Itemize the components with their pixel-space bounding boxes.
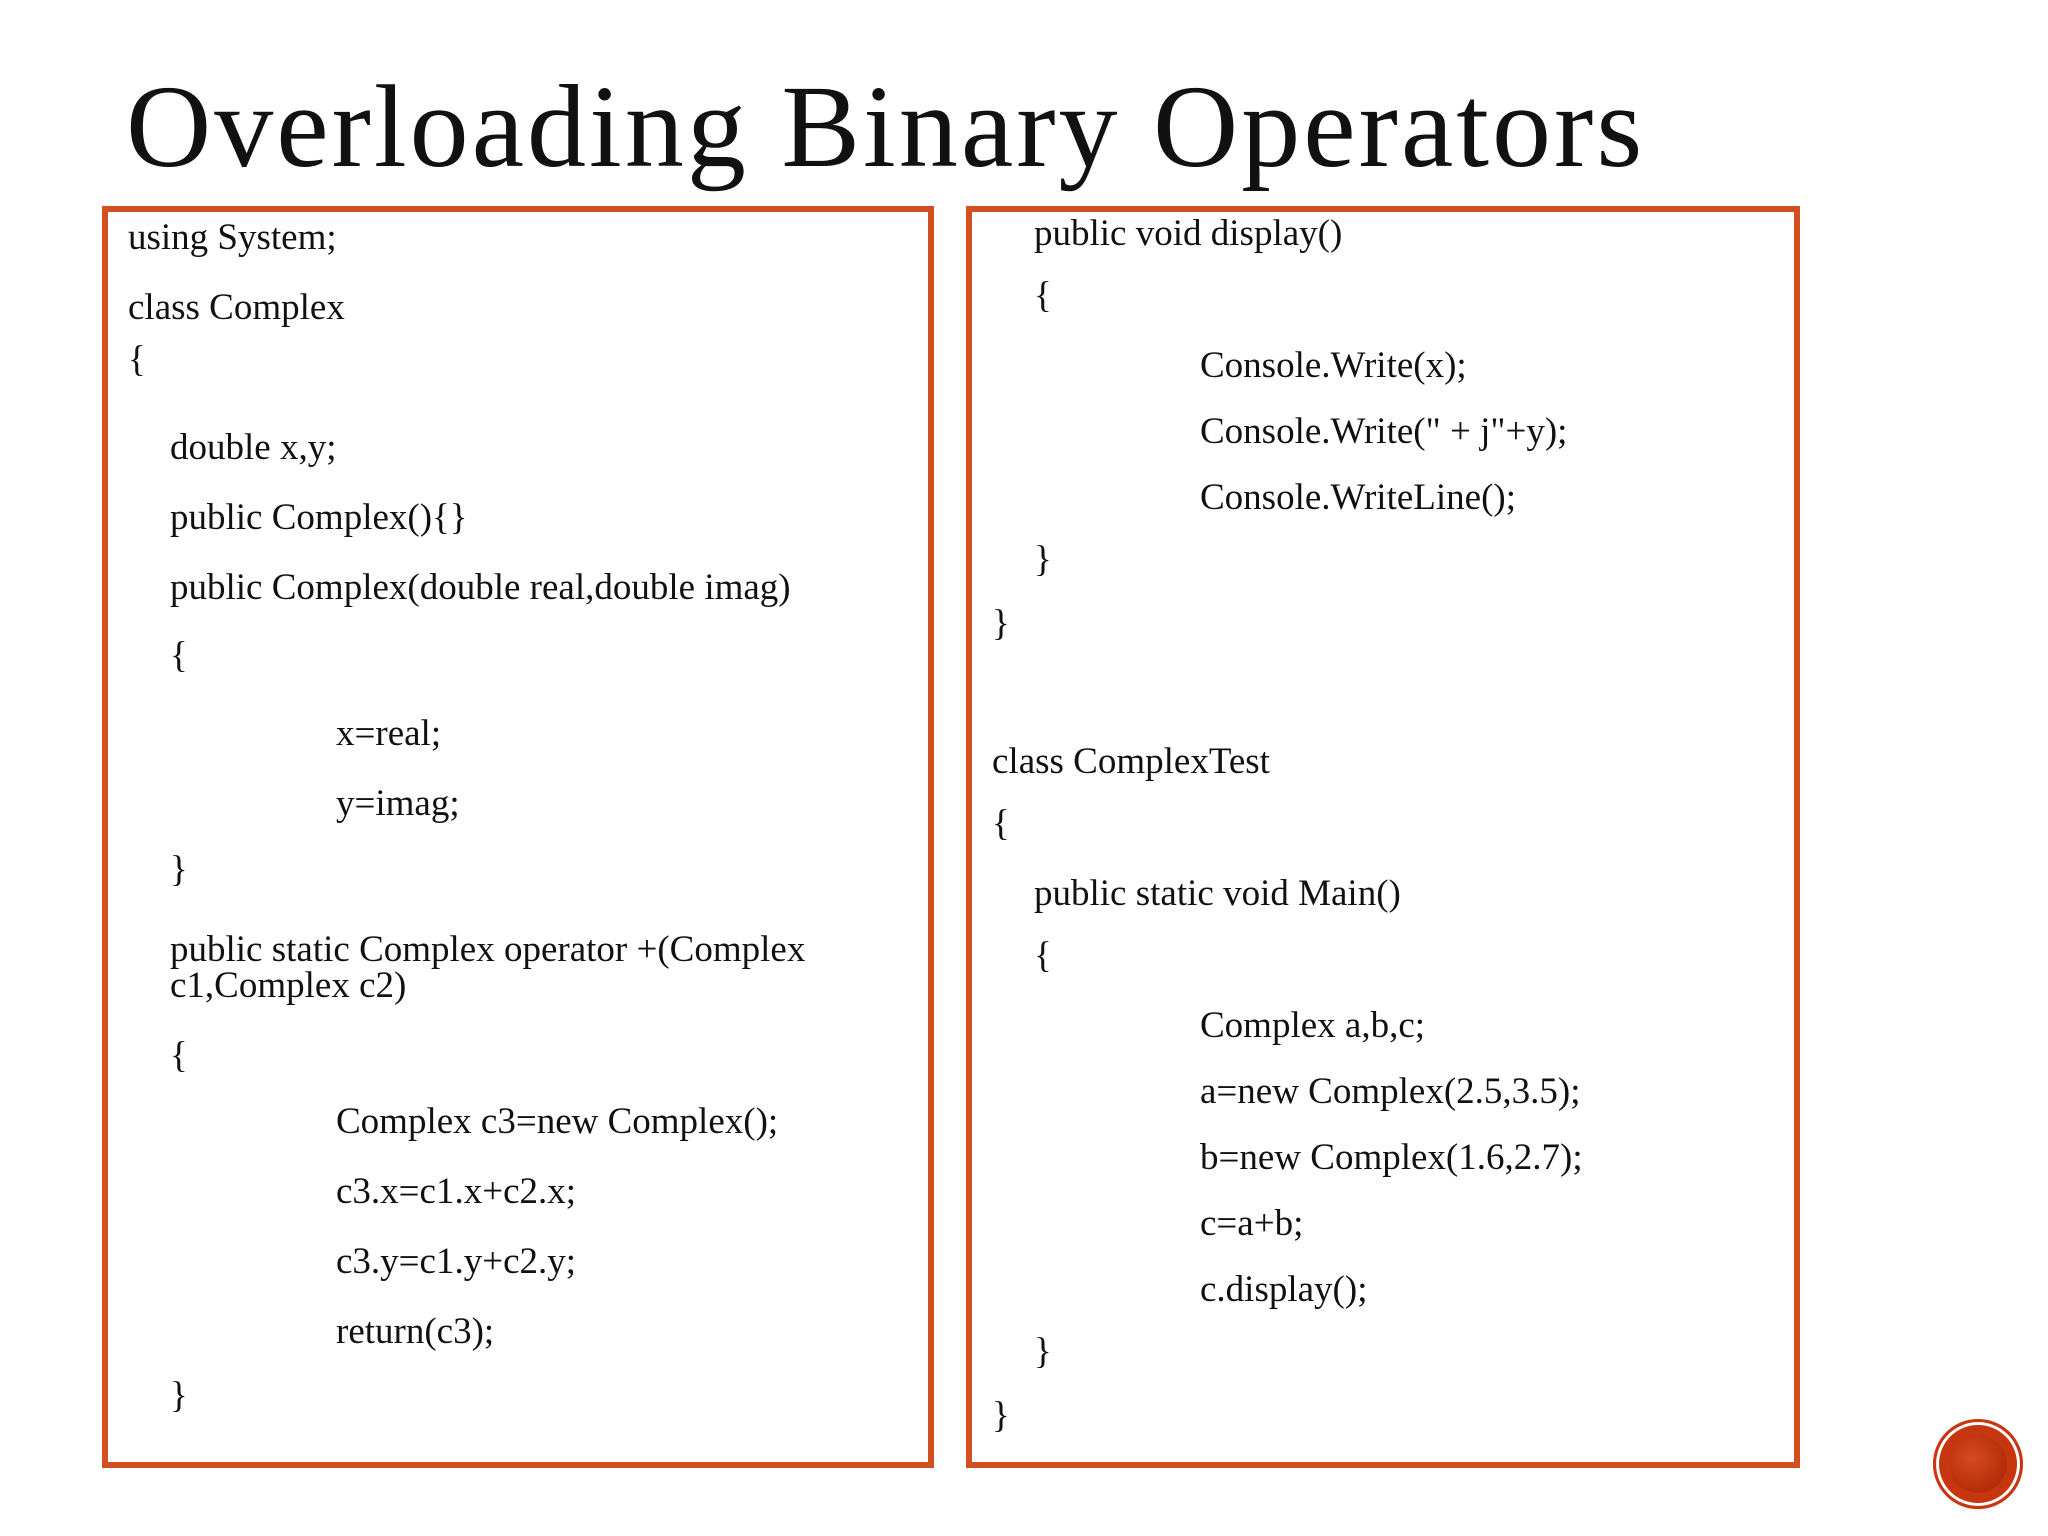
code-line: using System; bbox=[128, 217, 337, 258]
code-line: } bbox=[992, 1395, 1010, 1436]
code-line: { bbox=[128, 339, 146, 380]
code-line: b=new Complex(1.6,2.7); bbox=[1200, 1137, 1583, 1178]
code-line: c.display(); bbox=[1200, 1269, 1368, 1310]
code-line: } bbox=[992, 603, 1010, 644]
code-line: { bbox=[1034, 935, 1052, 976]
code-line: { bbox=[992, 803, 1010, 844]
code-line: c=a+b; bbox=[1200, 1203, 1304, 1244]
code-line: y=imag; bbox=[336, 783, 460, 824]
left-code-box bbox=[102, 206, 934, 1468]
code-line: } bbox=[1034, 1331, 1052, 1372]
code-line: c3.y=c1.y+c2.y; bbox=[336, 1241, 577, 1282]
code-line: { bbox=[170, 635, 188, 676]
circle-button-icon[interactable] bbox=[1936, 1422, 2020, 1506]
code-line: class Complex bbox=[128, 287, 345, 328]
code-line: public Complex(){} bbox=[170, 497, 468, 538]
code-line: } bbox=[1034, 539, 1052, 580]
code-line: } bbox=[170, 849, 188, 890]
code-line: Complex a,b,c; bbox=[1200, 1005, 1426, 1046]
code-line: class ComplexTest bbox=[992, 741, 1270, 782]
code-line: public Complex(double real,double imag) bbox=[170, 567, 791, 608]
code-line: public void display() bbox=[1034, 213, 1343, 254]
code-line: } bbox=[170, 1375, 188, 1416]
code-line: Console.Write(x); bbox=[1200, 345, 1467, 386]
code-line: Console.WriteLine(); bbox=[1200, 477, 1516, 518]
code-line: c3.x=c1.x+c2.x; bbox=[336, 1171, 577, 1212]
code-line: { bbox=[170, 1035, 188, 1076]
code-line: return(c3); bbox=[336, 1311, 495, 1352]
slide-title: Overloading Binary Operators bbox=[126, 61, 1646, 192]
code-line: public static void Main() bbox=[1034, 873, 1401, 914]
code-line: a=new Complex(2.5,3.5); bbox=[1200, 1071, 1581, 1112]
code-line: Console.Write(" + j"+y); bbox=[1200, 411, 1568, 452]
code-line: x=real; bbox=[336, 713, 442, 754]
right-code-box bbox=[966, 206, 1800, 1468]
code-line: Complex c3=new Complex(); bbox=[336, 1101, 779, 1142]
circle-button-inner bbox=[1949, 1435, 2007, 1493]
code-line: { bbox=[1034, 275, 1052, 316]
code-line: public static Complex operator +(Complex c1,Complex c2) bbox=[170, 929, 815, 1006]
code-line: double x,y; bbox=[170, 427, 337, 468]
